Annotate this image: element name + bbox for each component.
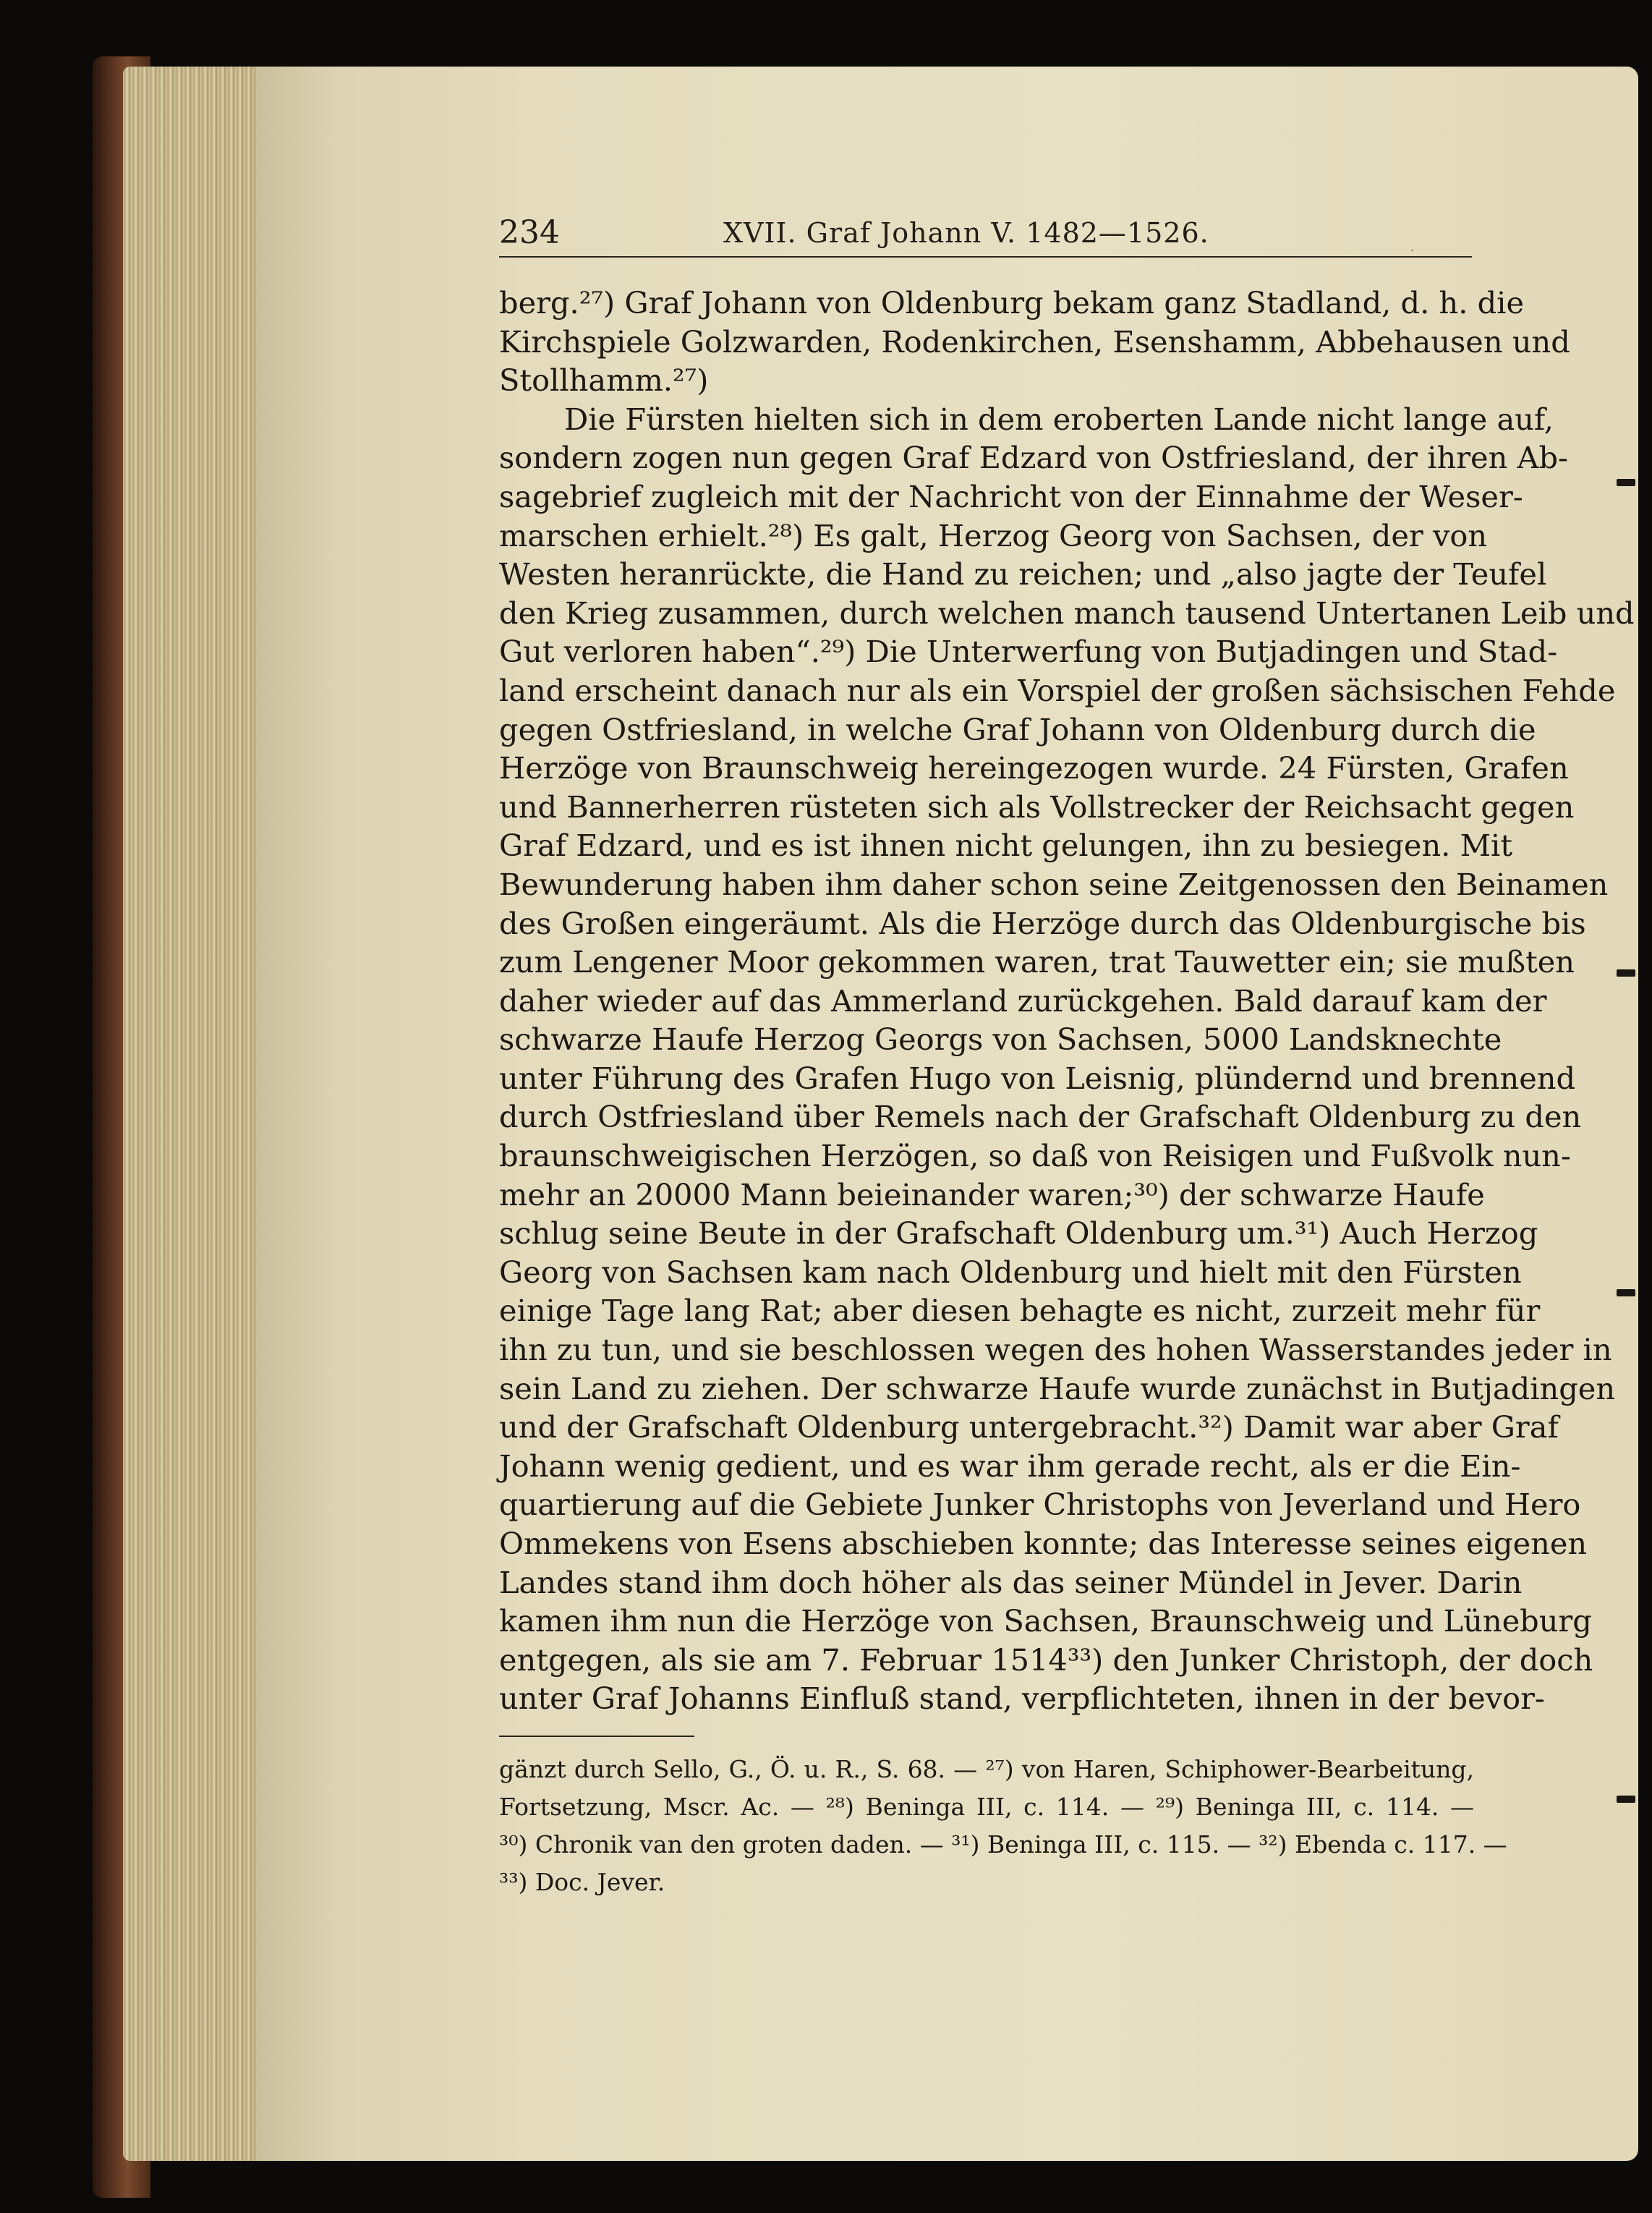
text-line: daher wieder auf das Ammerland zurückgehen. Bald darauf kam der <box>499 982 1547 1019</box>
text-line: Kirchspiele Golzwarden, Rodenkirchen, Esenshamm, Abbehausen und <box>499 323 1570 360</box>
text-line: mehr an 20000 Mann beieinander waren;³⁰) der schwarze Haufe <box>499 1176 1485 1212</box>
text-line: unter Graf Johanns Einfluß stand, verpflichteten, ihnen in der bevor- <box>499 1681 1545 1717</box>
footnote-line: ³³) Doc. Jever. <box>499 1868 665 1896</box>
page-edges <box>123 67 268 2161</box>
text-line: kamen ihm nun die Herzöge von Sachsen, Braunschweig und Lüneburg <box>499 1603 1592 1639</box>
text-line: Gut verloren haben“.²⁹) Die Unterwerfung von Butjadingen und Stad- <box>499 634 1558 670</box>
text-line: Stollhamm.²⁷) <box>499 362 709 399</box>
text-line: schwarze Haufe Herzog Georgs von Sachsen, 5000 Landsknechte <box>499 1021 1502 1058</box>
text-line: Georg von Sachsen kam nach Oldenburg und hielt mit den Fürsten <box>499 1254 1522 1290</box>
footnote-line: Fortsetzung, Mscr. Ac. — ²⁸) Beninga III, c. 114. — ²⁹) Beninga III, c. 114. — <box>499 1793 1474 1821</box>
text-line: braunschweigischen Herzögen, so daß von Reisigen und Fußvolk nun- <box>499 1138 1571 1174</box>
text-line: berg.²⁷) Graf Johann von Oldenburg bekam ganz Stadland, d. h. die <box>499 285 1524 320</box>
text-line: Landes stand ihm doch höher als das seiner Mündel in Jever. Darin <box>499 1564 1523 1600</box>
page-tab-mark <box>1617 1796 1635 1803</box>
text-line: ihn zu tun, und sie beschlossen wegen des hohen Wasserstandes jeder in <box>499 1332 1612 1368</box>
header-mark: . <box>1410 240 1414 254</box>
text-line: und der Grafschaft Oldenburg untergebracht.³²) Damit war aber Graf <box>499 1409 1559 1445</box>
footnote-line: gänzt durch Sello, G., Ö. u. R., S. 68. — ²⁷) von Haren, Schiphower-Bearbeitung, <box>499 1755 1474 1783</box>
text-line: durch Ostfriesland über Remels nach der Grafschaft Oldenburg zu den <box>499 1099 1582 1135</box>
text-line: zum Lengener Moor gekommen waren, trat Tauwetter ein; sie mußten <box>499 944 1575 980</box>
page-tab-mark <box>1617 969 1635 977</box>
text-line: land erscheint danach nur als ein Vorspiel der großen sächsischen Fehde <box>499 672 1616 708</box>
text-line: und Bannerherren rüsteten sich als Vollstrecker der Reichsacht gegen <box>499 789 1575 825</box>
text-line: Bewunderung haben ihm daher schon seine Zeitgenossen den Beinamen <box>499 866 1609 902</box>
text-line: einige Tage lang Rat; aber diesen behagte es nicht, zurzeit mehr für <box>499 1293 1541 1329</box>
page-tab-mark <box>1617 1289 1635 1296</box>
footnotes <box>499 1751 1507 1901</box>
text-line: Graf Edzard, und es ist ihnen nicht gelungen, ihn zu besiegen. Mit <box>499 828 1513 864</box>
text-line: marschen erhielt.²⁸) Es galt, Herzog Georg von Sachsen, der von <box>499 517 1488 553</box>
text-line: Die Fürsten hielten sich in dem eroberten Lande nicht lange auf, <box>564 401 1554 437</box>
text-line: quartierung auf die Gebiete Junker Christophs von Jeverland und Hero <box>499 1487 1581 1523</box>
main-text <box>499 284 1635 1718</box>
text-line: Westen heranrückte, die Hand zu reichen; und „also jagte der Teufel <box>499 556 1547 592</box>
text-line: schlug seine Beute in der Grafschaft Oldenburg um.³¹) Auch Herzog <box>499 1215 1538 1252</box>
running-head: XVII. Graf Johann V. 1482—1526. <box>723 217 1209 249</box>
text-line: gegen Ostfriesland, in welche Graf Johann von Oldenburg durch die <box>499 711 1536 747</box>
text-line: sagebrief zugleich mit der Nachricht von der Einnahme der Weser- <box>499 478 1523 514</box>
footnote-line: ³⁰) Chronik van den groten daden. — ³¹) Beninga III, c. 115. — ³²) Ebenda c. 117. — <box>499 1830 1507 1859</box>
text-line: den Krieg zusammen, durch welchen manch tausend Untertanen Leib und <box>499 595 1635 631</box>
text-line: Johann wenig gedient, und es war ihm gerade recht, als er die Ein- <box>499 1448 1521 1484</box>
text-line: des Großen eingeräumt. Als die Herzöge durch das Oldenburgische bis <box>499 905 1586 941</box>
text-line: Ommekens von Esens abschieben konnte; das Interesse seines eigenen <box>499 1526 1588 1561</box>
page-header <box>499 211 1472 258</box>
text-line: entgegen, als sie am 7. Februar 1514³³) den Junker Christoph, der doch <box>499 1641 1593 1678</box>
page-tab-mark <box>1617 479 1635 486</box>
page-number: 234 <box>499 214 560 251</box>
text-line: sein Land zu ziehen. Der schwarze Haufe wurde zunächst in Butjadingen <box>499 1370 1616 1406</box>
footnote-rule <box>499 1736 694 1737</box>
text-line: unter Führung des Grafen Hugo von Leisnig, plündernd und brennend <box>499 1060 1576 1096</box>
text-line: Herzöge von Braunschweig hereingezogen wurde. 24 Fürsten, Grafen <box>499 750 1569 786</box>
text-line: sondern zogen nun gegen Graf Edzard von Ostfriesland, der ihren Ab- <box>499 440 1569 476</box>
